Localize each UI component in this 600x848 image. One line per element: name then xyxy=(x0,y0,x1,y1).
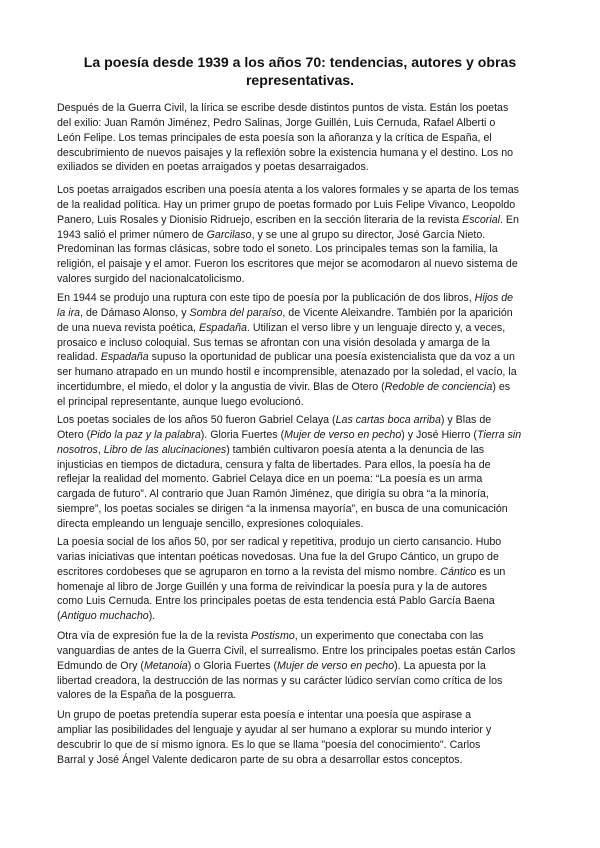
text-line xyxy=(57,565,543,580)
text-segment: de la realidad política. Hay un primer grupo de poetas formado por Luis Felipe Vivanco, Leopoldo xyxy=(57,198,516,211)
text-line xyxy=(57,629,543,644)
work-title: Sombra del paraíso xyxy=(189,306,283,319)
text-segment: exiliados se dividen en poetas arraigados y poetas desarraigados. xyxy=(57,161,369,174)
text-segment: ampliar las posibilidades del lenguaje y ayudar al ser humano a explorar su mundo interior y xyxy=(57,723,492,736)
text-line xyxy=(57,146,543,161)
text-segment: descubrimiento de nuevos paisajes y la reflexión sobre la existencia humana y el destino. Los no xyxy=(57,146,514,159)
work-title: Escorial xyxy=(462,213,500,226)
text-segment: Barral y José Ángel Valente dedicaron parte de su obra a desarrollar estos conceptos. xyxy=(57,753,463,766)
text-segment: ). Gloria Fuertes ( xyxy=(200,428,285,441)
text-line xyxy=(57,228,543,243)
text-line xyxy=(57,380,543,395)
text-segment: Panero, Luis Rosales y Dionisio Ridruejo, escriben en la sección literaria de la revista xyxy=(57,213,463,226)
text-line xyxy=(57,350,543,365)
text-line xyxy=(57,272,543,287)
text-segment: directa empleando un lenguaje sencillo, expresiones coloquiales. xyxy=(57,517,364,530)
paragraph-postismo xyxy=(57,629,543,703)
work-title: Redoble de conciencia xyxy=(384,381,493,394)
text-segment: valores de la España de la posguerra. xyxy=(57,689,237,702)
text-segment: Los poetas arraigados escriben una poesía atenta a los valores formales y se aparta de los temas xyxy=(57,184,519,196)
text-line xyxy=(57,336,543,351)
text-line xyxy=(57,458,543,473)
text-line xyxy=(57,101,543,116)
work-title: Postismo xyxy=(251,630,295,642)
text-segment: realidad. xyxy=(57,351,101,364)
text-segment: , un experimento que conectaba con las xyxy=(294,630,484,642)
text-segment: Los poetas sociales de los años 50 fueron Gabriel Celaya ( xyxy=(57,414,336,426)
paragraph-exile xyxy=(57,101,543,175)
text-segment: descubrir lo que de sí mismo ignora. Es lo que se llama "poesía del conocimiento". Carlos xyxy=(57,738,481,751)
text-line xyxy=(57,609,543,624)
text-line xyxy=(57,594,543,609)
text-segment: Predominan las formas clásicas, sobre todo el soneto. Los principales temas son la familia, la xyxy=(57,243,498,256)
work-title: Metanoia xyxy=(143,659,188,672)
work-title: Espadaña xyxy=(100,351,149,364)
paragraph-uprooted-poets xyxy=(57,291,543,410)
text-segment: valores surgido del nacionalcatolicismo. xyxy=(57,273,245,286)
work-title: Las cartas boca arriba xyxy=(335,414,441,426)
paragraph-cantico-group xyxy=(57,535,543,624)
text-segment: ) también cultivaron poesía atenta a la denuncia de las xyxy=(226,443,485,456)
text-segment: Otra vía de expresión fue la de la revista xyxy=(57,630,251,642)
text-segment: del exilio: Juan Ramón Jiménez, Pedro Salinas, Jorge Guillén, Luis Cernuda, Rafael Alberti o xyxy=(57,116,496,129)
text-segment: ) o Gloria Fuertes ( xyxy=(187,659,278,672)
paragraph-knowledge-poetry xyxy=(57,708,543,767)
text-line xyxy=(57,306,543,321)
text-segment: Otero ( xyxy=(57,428,91,441)
text-segment: Un grupo de poetas pretendía superar esta poesía e intentar una poesía que aspirase a xyxy=(57,709,472,721)
text-line xyxy=(57,198,543,213)
work-title: Cántico xyxy=(440,565,477,578)
text-segment: , de Dámaso Alonso, y xyxy=(80,306,190,319)
text-segment: supuso la oportunidad de publicar una poesía existencialista que da voz a un xyxy=(148,351,515,364)
document-title xyxy=(60,54,540,89)
text-segment: religión, el paisaje y el amor. Fueron los escritores que mejor se acomodaron al nuevo sistema de xyxy=(57,258,518,271)
text-segment: siempre”, los poetas sociales se dirigen “a la inmensa mayoría”, en busca de una comunicación xyxy=(57,503,508,516)
text-segment: 1943 salió el primer número de xyxy=(57,228,207,241)
text-line xyxy=(57,413,543,428)
work-title: Mujer de verso en pecho xyxy=(284,428,402,441)
text-line xyxy=(57,257,543,272)
paragraph-rooted-poets xyxy=(57,183,543,287)
work-title: la ira xyxy=(57,306,81,319)
text-segment: En 1944 se produjo una ruptura con este tipo de poesía por la publicación de dos libros, xyxy=(57,292,475,304)
text-segment: el principal representante, aunque luego evolucionó. xyxy=(57,395,304,408)
text-line xyxy=(57,131,543,146)
text-segment: , de Vicente Aleixandre. También por la aparición xyxy=(282,306,513,319)
text-line xyxy=(57,395,543,410)
text-line xyxy=(57,183,543,198)
text-line xyxy=(57,674,543,689)
text-segment: de una nueva revista poética, xyxy=(57,321,199,334)
text-line xyxy=(57,242,543,257)
text-line xyxy=(57,644,543,659)
work-title: nosotros xyxy=(57,443,98,456)
text-line xyxy=(57,502,543,517)
text-segment: ). La apuesta por la xyxy=(394,659,486,672)
text-line xyxy=(57,659,543,674)
title-line-2: representativas. xyxy=(245,71,355,88)
text-segment: ) es xyxy=(492,381,511,394)
work-title: Garcilaso xyxy=(206,228,252,241)
text-segment: La poesía social de los años 50, por ser radical y repetitiva, produjo un cierto cansancio. Hubo xyxy=(57,536,502,548)
text-line xyxy=(57,365,543,380)
work-title: Espadaña xyxy=(198,321,247,334)
text-line xyxy=(57,160,543,175)
work-title: Antiguo muchacho xyxy=(60,610,149,623)
text-segment: ser humano atrapado en un mundo hostil e incomprensible, atenazado por la soledad, el vacío, la xyxy=(57,366,517,379)
text-segment: escritores cordobeses que se agruparon en torno a la revista del mismo nombre. xyxy=(57,565,441,578)
text-line xyxy=(57,116,543,131)
text-line xyxy=(57,535,543,550)
text-segment: León Felipe. Los temas principales de esta poesía son la añoranza y la crítica de España, el xyxy=(57,131,492,144)
text-segment: es un xyxy=(476,565,506,578)
text-segment: ( xyxy=(57,610,61,623)
text-segment: cargada de futuro”. Al contrario que Juan Ramón Jiménez, que dirigía su obra “a la minoría, xyxy=(57,488,489,501)
title-line-1: La poesía desde 1939 a los años 70: tendencias, autores y obras xyxy=(83,54,517,70)
text-segment: vanguardias de antes de la Guerra Civil, el surrealismo. Entre los principales poetas están Carlos xyxy=(57,644,516,657)
text-segment: ) y Blas de xyxy=(440,414,492,426)
text-segment: libertad creadora, la destrucción de las normas y su carácter lúdico servían como crítica de los xyxy=(57,674,503,687)
text-line xyxy=(57,291,543,306)
text-segment: como Luis Cernuda. Entre los principales poetas de esta tendencia está Pablo García Baena xyxy=(57,595,495,608)
text-segment: injusticias en tiempos de dictadura, censura y falta de libertades. Para ellos, la poesía ha de xyxy=(57,458,491,471)
text-line xyxy=(57,580,543,595)
text-line xyxy=(57,443,543,458)
text-line xyxy=(57,550,543,565)
text-segment: Después de la Guerra Civil, la lírica se escribe desde distintos puntos de vista. Están los poetas xyxy=(57,102,509,114)
text-segment: homenaje al libro de Jorge Guillén y una forma de reivindicar la poesía pura y la de autores xyxy=(57,580,488,593)
text-segment: . Utilizan el verso libre y un lenguaje directo y, a veces, xyxy=(246,321,506,334)
text-segment: ). xyxy=(148,610,156,623)
text-segment: reflejar la realidad del momento. Gabriel Celaya dice en un poema: “La poesía es un arma xyxy=(57,473,483,486)
work-title: Libro de las alucinaciones xyxy=(103,443,227,456)
text-segment: , y se une al grupo su director, José García Nieto. xyxy=(251,228,486,241)
work-title: Pido la paz y la palabra xyxy=(90,428,201,441)
text-segment: . En xyxy=(500,213,519,226)
text-line xyxy=(57,321,543,336)
text-line xyxy=(57,428,543,443)
text-line xyxy=(57,708,543,723)
text-line xyxy=(57,517,543,532)
text-segment: varias iniciativas que intentan poéticas novedosas. Una fue la del Grupo Cántico, un grupo de xyxy=(57,550,499,563)
text-segment: prosaico e incluso coloquial. Sus temas se afrontan con una visión desolada y amarga de la xyxy=(57,336,490,349)
text-segment: incertidumbre, el miedo, el dolor y la angustia de vivir. Blas de Otero ( xyxy=(57,381,385,394)
text-line xyxy=(57,688,543,703)
text-line xyxy=(57,487,543,502)
paragraph-social-poetry xyxy=(57,413,543,532)
work-title: Mujer de verso en pecho xyxy=(277,659,395,672)
text-line xyxy=(57,472,543,487)
text-segment: , xyxy=(97,443,104,456)
text-segment: ) y José Hierro ( xyxy=(401,428,477,441)
text-line xyxy=(57,738,543,753)
text-segment: Edmundo de Ory ( xyxy=(57,659,144,672)
work-title: Tierra sin xyxy=(476,428,522,441)
work-title: Hijos de xyxy=(474,292,514,304)
text-line xyxy=(57,753,543,768)
text-line xyxy=(57,213,543,228)
text-line xyxy=(57,723,543,738)
